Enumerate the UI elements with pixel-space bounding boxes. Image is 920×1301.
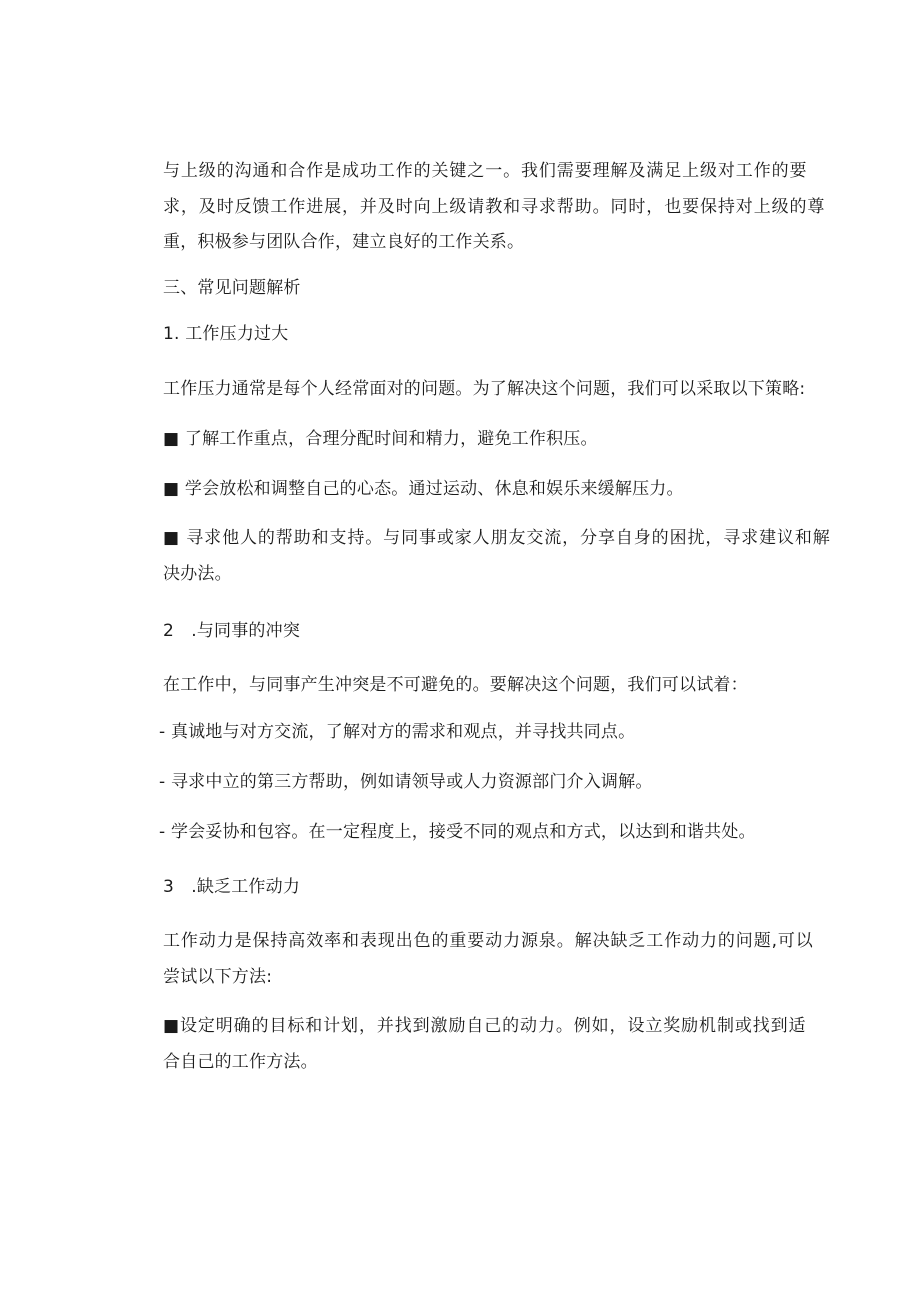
problem1-intro: 工作压力通常是每个人经常面对的问题。为了解决这个问题，我们可以采取以下策略:: [163, 379, 806, 399]
problem1-item-3-line-2: 决办法。: [163, 564, 232, 584]
problem1-item-3-line-1: ■ 寻求他人的帮助和支持。与同事或家人朋友交流，分享自身的困扰，寻求建议和解: [163, 528, 831, 548]
problem2-item-1: - 真诚地与对方交流，了解对方的需求和观点，并寻找共同点。: [159, 722, 636, 742]
problem2-item-2: - 寻求中立的第三方帮助，例如请领导或人力资源部门介入调解。: [159, 772, 653, 792]
intro-paragraph-line-3: 重，积极参与团队合作，建立良好的工作关系。: [163, 232, 525, 252]
problem3-item-1-line-2: 合自己的工作方法。: [163, 1052, 318, 1072]
problem2-item-3: - 学会妥协和包容。在一定程度上，接受不同的观点和方式，以达到和谐共处。: [159, 822, 756, 842]
problem2-intro: 在工作中，与同事产生冲突是不可避免的。要解决这个问题，我们可以试着：: [163, 675, 748, 695]
problem1-heading: 1. 工作压力过大: [163, 324, 289, 344]
problem3-item-1-line-1: ■设定明确的目标和计划，并找到激励自己的动力。例如，设立奖励机制或找到适: [163, 1016, 807, 1036]
intro-paragraph-line-2: 求，及时反馈工作进展，并及时向上级请教和寻求帮助。同时，也要保持对上级的尊: [163, 197, 826, 217]
problem1-item-2: ■ 学会放松和调整自己的心态。通过运动、休息和娱乐来缓解压力。: [163, 479, 684, 499]
problem2-heading: 2 .与同事的冲突: [163, 621, 301, 641]
problem3-intro-line-1: 工作动力是保持高效率和表现出色的重要动力源泉。解决缺乏工作动力的问题,可以: [163, 931, 814, 951]
intro-paragraph-line-1: 与上级的沟通和合作是成功工作的关键之一。我们需要理解及满足上级对工作的要: [163, 161, 808, 181]
problem3-heading: 3 .缺乏工作动力: [163, 877, 301, 897]
problem3-intro-line-2: 尝试以下方法:: [163, 967, 273, 987]
section-heading: 三、常见问题解析: [163, 278, 301, 298]
problem1-item-1: ■ 了解工作重点，合理分配时间和精力，避免工作积压。: [163, 429, 598, 449]
